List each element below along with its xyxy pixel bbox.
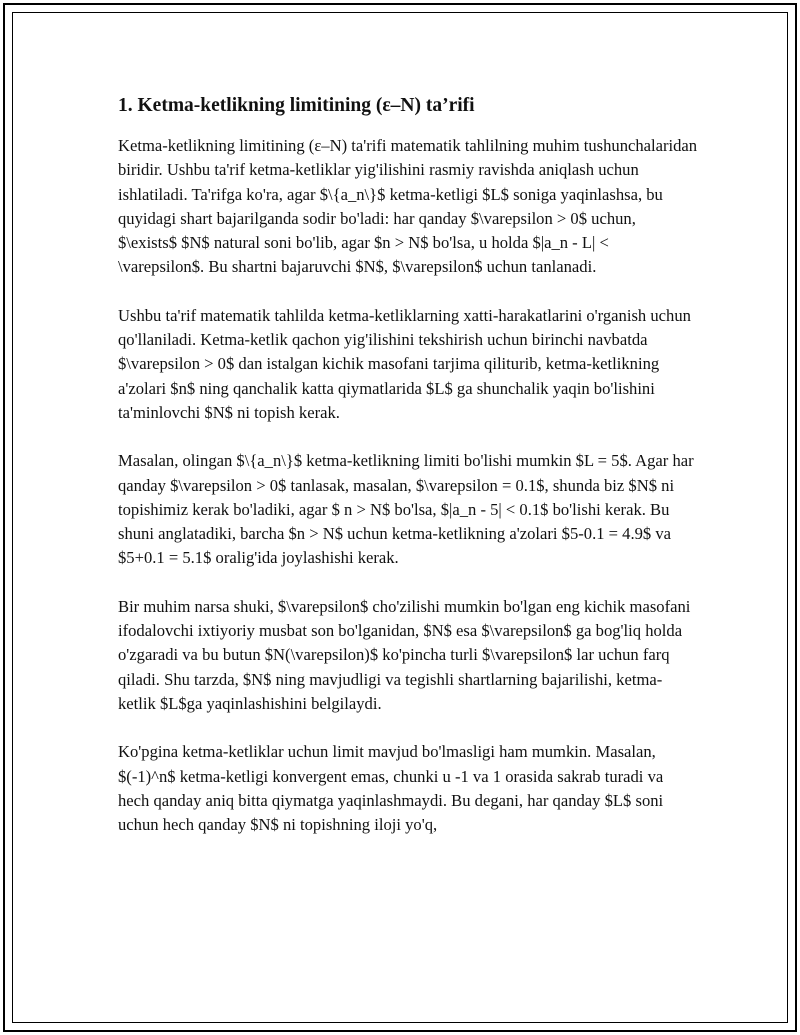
- section-heading: 1. Ketma-ketlikning limitining (ε–N) ta’rifi: [118, 95, 475, 116]
- paragraph-nonconvergent: Ko'pgina ketma-ketliklar uchun limit mavjud bo'lmasligi ham mumkin. Masalan, $(-1)^n$ ketma-ketligi konvergent emas, chunki u -1 va 1 orasida sakrab turadi va hech qanday aniq bitta qiymatga yaqinlashmaydi. Bu degani, har qanday $L$ soni uchun hech qanday $N$ ni topishning iloji yo'q,: [118, 742, 664, 835]
- document-body: [118, 92, 698, 861]
- paragraph-example: Masalan, olingan $\{a_n\}$ ketma-ketlikning limiti bo'lishi mumkin $L = 5$. Agar har qanday $\varepsilon > 0$ tanlasak, masalan, $\varepsilon = 0.1$, shunda biz $N$ ni topishimiz kerak bo'ladiki, agar $ n > N$ bo'lsa, $|a_n - 5| < 0.1$ bo'lishi kerak. Bu shuni anglatadiki, barcha $n > N$ uchun ketma-ketlikning a'zolari $5-0.1 = 4.9$ va $5+0.1 = 5.1$ oralig'ida joylashishi kerak.: [118, 451, 694, 568]
- paragraph-epsilon-note: Bir muhim narsa shuki, $\varepsilon$ cho'zilishi mumkin bo'lgan eng kichik masofani ifodalovchi ixtiyoriy musbat son bo'lganidan, $N$ esa $\varepsilon$ ga bog'liq holda o'zgaradi va bu butun $N(\varepsilon)$ ko'pincha turli $\varepsilon$ lar uchun farq qiladi. Shu tarzda, $N$ ning mavjudligi va tegishli shartlarning bajarilishi, ketma-ketlik $L$ga yaqinlashishini belgilaydi.: [118, 596, 691, 713]
- paragraph-definition: Ketma-ketlikning limitining (ε–N) ta'rifi matematik tahlilning muhim tushunchalaridan biridir. Ushbu ta'rif ketma-ketliklar yig'ilishini rasmiy ravishda aniqlash uchun ishlatiladi. Ta'rifga ko'ra, agar $\{a_n\}$ ketma-ketligi $L$ soniga yaqinlashsa, bu quyidagi shart bajarilganda sodir bo'ladi: har qanday $\varepsilon > 0$ uchun, $\exists$ $N$ natural soni bo'lib, agar $n > N$ bo'lsa, u holda $|a_n - L| < \varepsilon$. Bu shartni bajaruvchi $N$, $\varepsilon$ uchun tanlanadi.: [118, 136, 698, 277]
- paragraph-usage: Ushbu ta'rif matematik tahlilda ketma-ketliklarning xatti-harakatlarini o'rganish uchun qo'llaniladi. Ketma-ketlik qachon yig'ilishini tekshirish uchun birinchi navbatda $\varepsilon > 0$ dan istalgan kichik masofani tarjima qiliturib, ketma-ketlikning a'zolari $n$ ning qanchalik katta qiymatlarida $L$ ga shunchalik yaqin bo'lishini ta'minlovchi $N$ ni topish kerak.: [118, 305, 691, 422]
